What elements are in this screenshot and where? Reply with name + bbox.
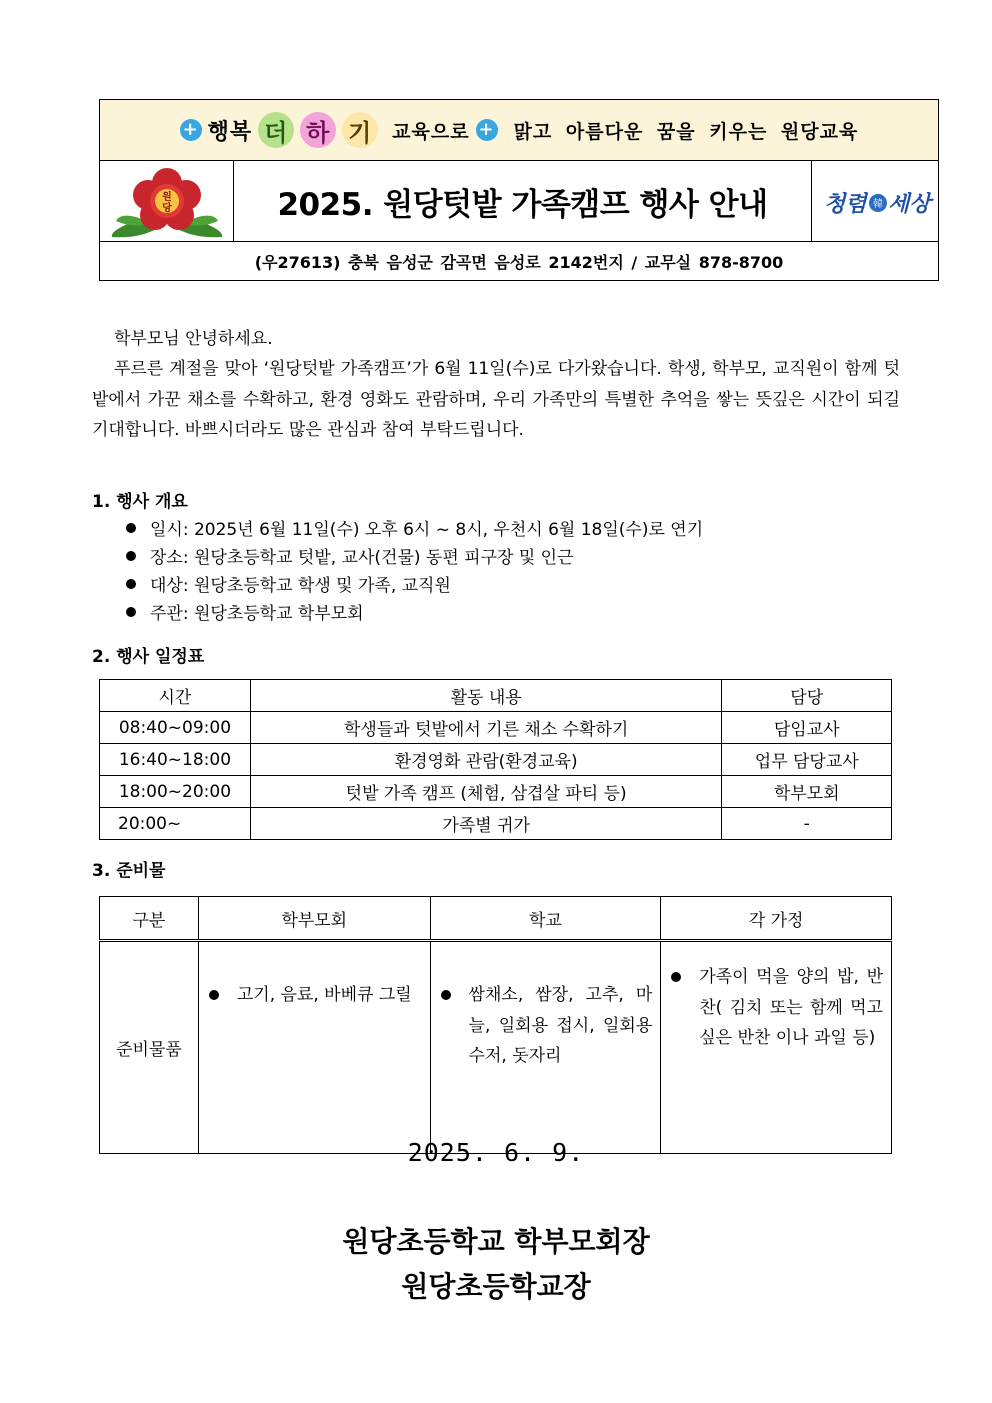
svg-text:韓: 韓 [873, 199, 883, 210]
cell-parents: 고기, 음료, 바베큐 그릴 [198, 941, 430, 1154]
cell-owner: - [722, 808, 892, 840]
bullet-icon [126, 579, 136, 589]
slogan-edu: 교육으로 [392, 120, 470, 143]
header-time: 시간 [100, 680, 251, 712]
table-header-row [100, 680, 892, 712]
school-emblem-icon [100, 161, 234, 241]
supplies-table [99, 896, 892, 1154]
list-item: 주관: 원당초등학교 학부모회 [126, 599, 364, 624]
svg-text:원: 원 [162, 192, 172, 203]
cell-time: 18:00~20:00 [100, 776, 251, 808]
cell-time: 08:40~09:00 [100, 712, 251, 744]
cell-owner: 학부모회 [722, 776, 892, 808]
row-label: 준비물품 [100, 941, 199, 1154]
cell-owner: 업무 담당교사 [722, 744, 892, 776]
cell-family: 가족이 먹을 양의 밥, 반찬( 김치 또는 함께 먹고 싶은 반찬 이나 과일 등) [661, 941, 892, 1154]
greeting: 학부모님 안녕하세요. [114, 329, 273, 349]
slogan-bubble-ha: 하 [300, 112, 336, 148]
header-activity: 활동 내용 [250, 680, 722, 712]
header-owner: 담당 [722, 680, 892, 712]
signer-parents-association: 원당초등학교 학부모회장 [342, 1225, 650, 1258]
plus-icon-2: + [476, 119, 498, 141]
cell-activity: 텃밭 가족 캠프 (체험, 삼겹살 파티 등) [250, 776, 722, 808]
list-item: 대상: 원당초등학교 학생 및 가족, 교직원 [126, 571, 451, 596]
slogan-bubble-gi: 기 [342, 112, 378, 148]
page-title: 2025. 원당텃밭 가족캠프 행사 안내 [277, 186, 768, 223]
table-row [100, 808, 892, 840]
signer-principal: 원당초등학교장 [401, 1270, 591, 1303]
table-row [100, 776, 892, 808]
cell-owner: 담임교사 [722, 712, 892, 744]
bullet-icon [126, 607, 136, 617]
document-date: 2025. 6. 9. [407, 1138, 585, 1167]
slogan-bubble-de: 더 [258, 112, 294, 148]
plus-icon: + [180, 119, 202, 141]
svg-text:세상: 세상 [888, 191, 931, 217]
header-family: 각 가정 [661, 897, 892, 941]
bullet-icon [126, 551, 136, 561]
letterhead [99, 99, 939, 281]
table-row [100, 941, 892, 1154]
slogan-banner [100, 100, 938, 161]
cell-activity: 환경영화 관람(환경교육) [250, 744, 722, 776]
list-item: 일시: 2025년 6월 11일(수) 오후 6시 ~ 8시, 우천시 6월 18일(수)로 연기 [126, 515, 703, 540]
bullet-icon [126, 523, 136, 533]
slogan-rest: 맑고 아름다운 꿈을 키우는 원당교육 [513, 120, 859, 143]
table-row [100, 744, 892, 776]
bullet-icon [209, 990, 219, 1000]
cell-time: 16:40~18:00 [100, 744, 251, 776]
address-line: (우27613) 충북 음성군 감곡면 음성로 2142번지 / 교무실 878-8700 [254, 252, 784, 272]
list-item: 장소: 원당초등학교 텃밭, 교사(건물) 동편 피구장 및 인근 [126, 543, 574, 568]
table-row [100, 712, 892, 744]
title-row [100, 161, 938, 242]
cell-activity: 가족별 귀가 [250, 808, 722, 840]
header-school: 학교 [430, 897, 661, 941]
section-2-title: 2. 행사 일정표 [92, 647, 205, 667]
cell-activity: 학생들과 텃밭에서 기른 채소 수확하기 [250, 712, 722, 744]
slogan-happy: 행복 [207, 119, 253, 145]
header-parents: 학부모회 [198, 897, 430, 941]
svg-text:당: 당 [162, 203, 172, 214]
schedule-table [99, 679, 892, 840]
svg-text:청렴: 청렴 [824, 191, 867, 217]
integrity-slogan-logo [811, 161, 938, 241]
bullet-icon [441, 990, 451, 1000]
section-3-title: 3. 준비물 [92, 861, 166, 881]
header-category: 구분 [100, 897, 199, 941]
school-emblem-cell [100, 161, 234, 241]
section-1-title: 1. 행사 개요 [92, 492, 188, 512]
cell-time: 20:00~ [100, 808, 251, 840]
bullet-icon [671, 972, 681, 982]
intro-body: 푸르른 계절을 맞아 ‘원당텃밭 가족캠프’가 6월 11일(수)로 다가왔습니다. 학생, 학부모, 교직원이 함께 텃밭에서 가꾼 채소를 수확하고, 환경 영화도 관람하며, 우리 가족만의 특별한 추억을 쌓는 뜻깊은 시간이 되길 기대합니다. 바쁘시더라도 많은 관심과 참여 부탁드립니다. [92, 359, 900, 440]
cell-school: 쌈채소, 쌈장, 고추, 마늘, 일회용 접시, 일회용 수저, 돗자리 [430, 941, 661, 1154]
table-header-row [100, 897, 892, 941]
